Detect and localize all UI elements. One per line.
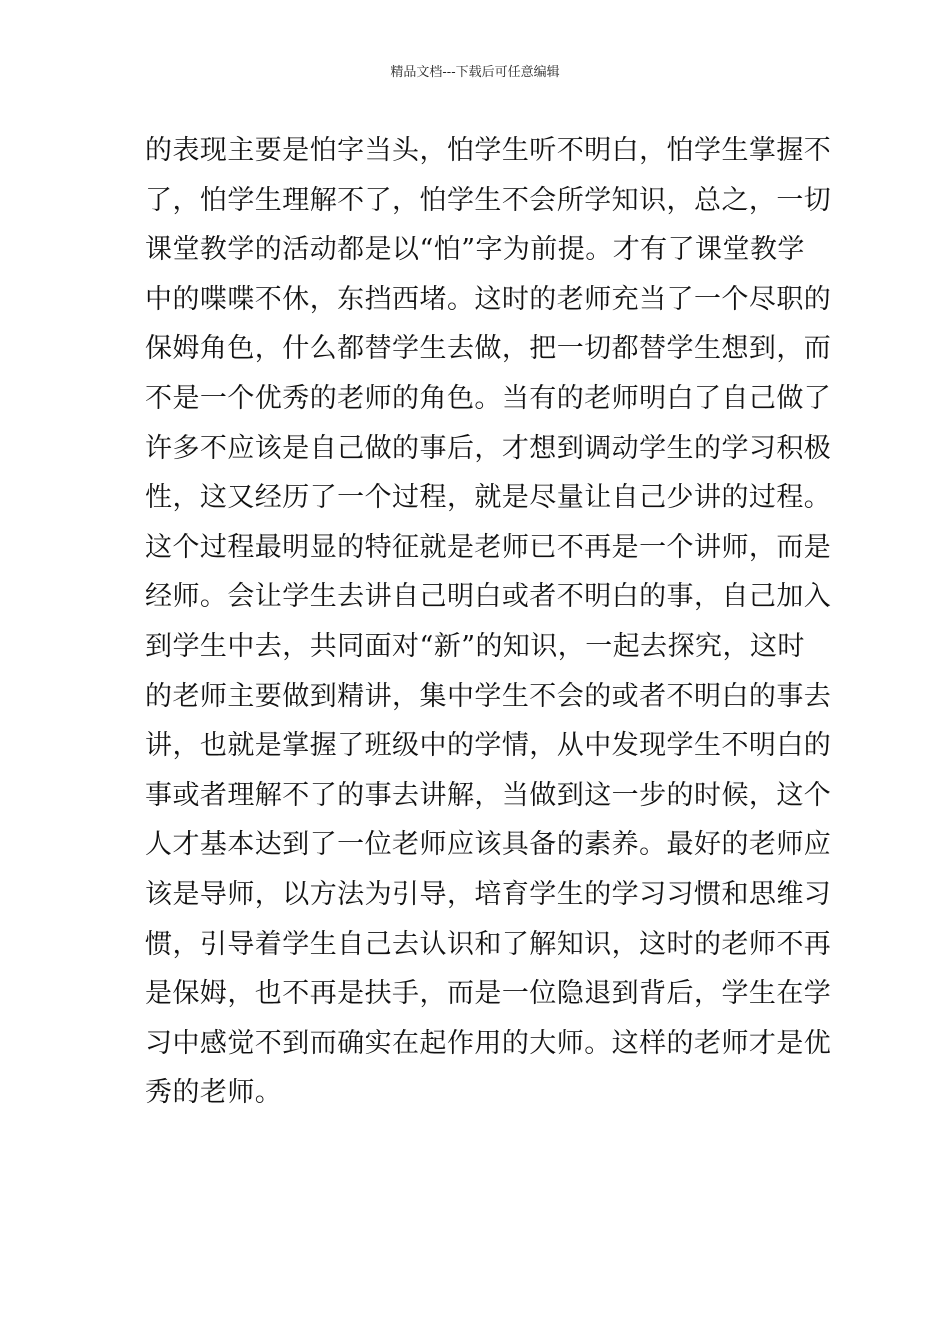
text-line: 人才基本达到了一位老师应该具备的素养。最好的老师应	[145, 829, 832, 861]
text-line: 的表现主要是怕字当头，怕学生听不明白，怕学生掌握不	[145, 135, 832, 166]
text-line: 是保姆，也不再是扶手，而是一位隐退到背后，学生在学	[145, 978, 832, 1010]
text-line: 讲，也就是掌握了班级中的学情，从中发现学生不明白的	[145, 730, 832, 762]
text-line: 课堂教学的活动都是以“怕”字为前提。才有了课堂教学	[145, 234, 805, 266]
text-line: 不是一个优秀的老师的角色。当有的老师明白了自己做了	[145, 382, 832, 414]
body-paragraph	[145, 126, 832, 1118]
text-line: 到学生中去，共同面对“新”的知识，一起去探究，这时	[145, 630, 805, 662]
text-line: 保姆角色，什么都替学生去做，把一切都替学生想到，而	[145, 333, 832, 365]
text-line: 惯，引导着学生自己去认识和了解知识，这时的老师不再	[145, 928, 832, 960]
text-line: 这个过程最明显的特征就是老师已不再是一个讲师，而是	[145, 531, 832, 563]
text-line: 该是导师，以方法为引导，培育学生的学习习惯和思维习	[145, 878, 832, 910]
text-line: 经师。会让学生去讲自己明白或者不明白的事，自己加入	[145, 581, 832, 613]
text-line: 的老师主要做到精讲，集中学生不会的或者不明白的事去	[145, 680, 832, 712]
text-line: 习中感觉不到而确实在起作用的大师。这样的老师才是优	[145, 1027, 832, 1059]
text-line: 中的喋喋不休，东挡西堵。这时的老师充当了一个尽职的	[145, 283, 832, 315]
text-line: 事或者理解不了的事去讲解，当做到这一步的时候，这个	[145, 779, 832, 811]
text-line: 性，这又经历了一个过程，就是尽量让自己少讲的过程。	[145, 482, 832, 514]
text-line: 了，怕学生理解不了，怕学生不会所学知识，总之，一切	[145, 184, 832, 216]
text-line: 许多不应该是自己做的事后，才想到调动学生的学习积极	[145, 432, 832, 464]
text-line: 秀的老师。	[145, 1077, 283, 1109]
page-header: 精品文档---下载后可任意编辑	[390, 65, 560, 80]
